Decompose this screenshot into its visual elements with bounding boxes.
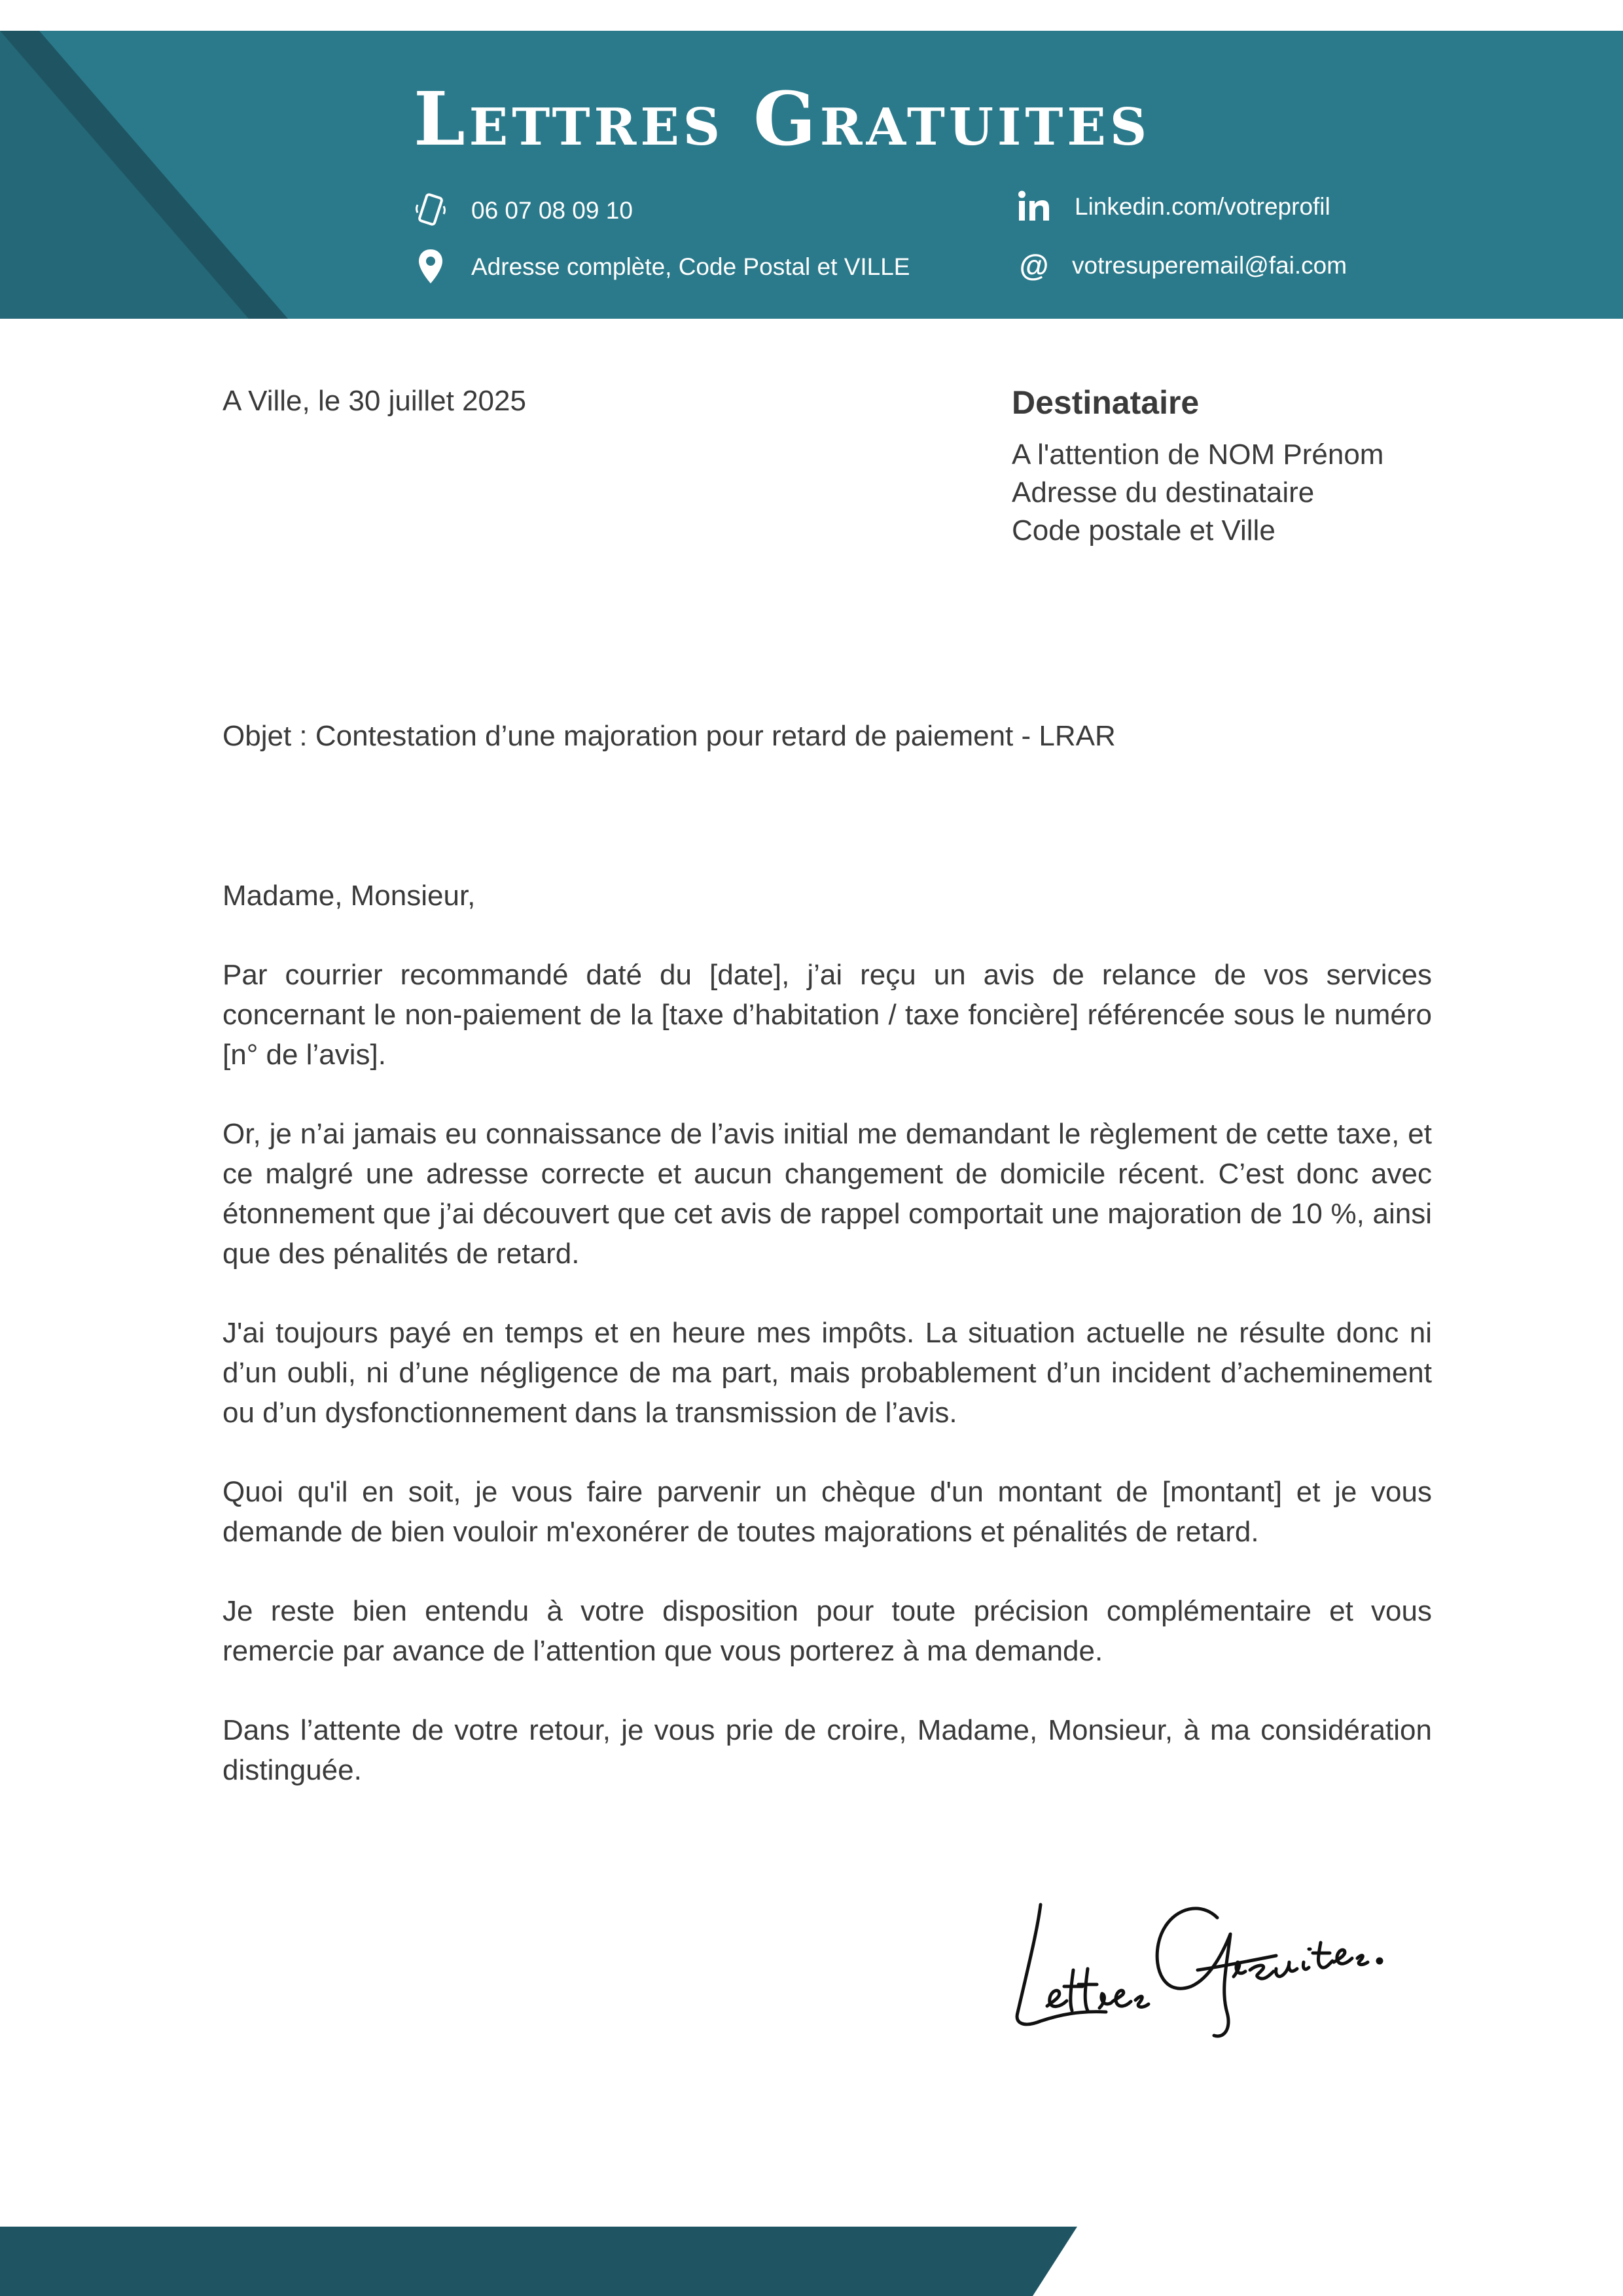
body-paragraph: Quoi qu'il en soit, je vous faire parvenir un chèque d'un montant de [montant] et je vous demande de bien vouloir m'exonérer de toutes majorations et pénalités de retard. — [223, 1476, 1432, 1548]
closing-paragraph: Dans l’attente de votre retour, je vous prie de croire, Madame, Monsieur, à ma considération distinguée. — [223, 1714, 1432, 1786]
body-paragraph: Je reste bien entendu à votre disposition pour toute précision complémentaire et vous remercie par avance de l’attention que vous porterez à ma demande. — [223, 1595, 1432, 1667]
handwritten-signature — [1001, 1872, 1394, 2045]
recipient-line: Code postale et Ville — [1012, 514, 1275, 547]
email-address: votresuperemail@fai.com — [1072, 251, 1347, 279]
subject-line: Objet : Contestation d’une majoration pour retard de paiement - LRAR — [223, 720, 1116, 752]
linkedin-url: Linkedin.com/votreprofil — [1075, 192, 1330, 220]
phone-icon — [412, 192, 449, 228]
salutation: Madame, Monsieur, — [223, 880, 476, 912]
linkedin-icon — [1016, 188, 1052, 224]
address-contact — [412, 248, 910, 285]
footer-band — [0, 2165, 1623, 2296]
phone-number: 06 07 08 09 10 — [471, 196, 633, 224]
at-icon: @ — [1019, 248, 1049, 282]
body-paragraph: J'ai toujours payé en temps et en heure mes impôts. La situation actuelle ne résulte donc ni d’un oubli, ni d’une négligence de ma part, mais probablement d’un incident d’acheminement ou d’un dysfonctionnement dans la transmission de l’avis. — [223, 1317, 1432, 1429]
phone-contact — [412, 192, 633, 228]
body-paragraph: Or, je n’ai jamais eu connaissance de l’avis initial me demandant le règlement de cette taxe, et ce malgré une adresse correcte et aucun changement de domicile récent. C’est donc avec étonnement que j’ai découvert que cet avis de rappel comportait une majoration de 10 %, ainsi que des pénalités de retard. — [223, 1118, 1432, 1270]
letter-body — [223, 876, 1432, 1829]
recipient-title: Destinataire — [1012, 384, 1200, 421]
recipient-line: A l'attention de NOM Prénom — [1012, 439, 1384, 471]
body-paragraph: Par courrier recommandé daté du [date], j’ai reçu un avis de relance de vos services concernant le non-paiement de la [taxe d’habitation / taxe foncière] référencée sous le numéro [n° de l’avis]. — [223, 959, 1432, 1071]
recipient-block — [1012, 384, 1383, 550]
date-line: A Ville, le 30 juillet 2025 — [223, 385, 526, 417]
recipient-line: Adresse du destinataire — [1012, 476, 1315, 509]
header-corner-decoration — [0, 31, 301, 319]
letter-header — [0, 31, 1623, 319]
brand-title: Lettres Gratuites — [414, 77, 1151, 162]
email-contact — [1016, 247, 1347, 283]
location-pin-icon — [412, 248, 449, 285]
linkedin-contact — [1016, 188, 1330, 224]
postal-address: Adresse complète, Code Postal et VILLE — [471, 253, 910, 280]
